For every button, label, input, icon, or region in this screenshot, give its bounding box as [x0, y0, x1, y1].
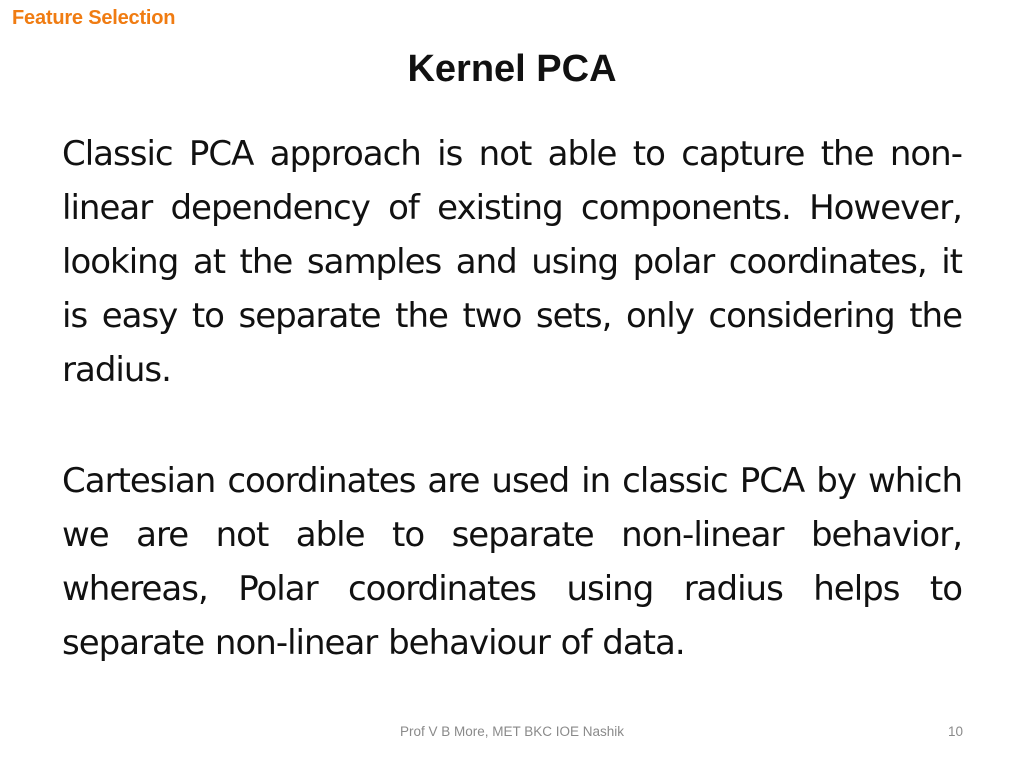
slide-title: Kernel PCA	[407, 48, 617, 90]
section-tag: Feature Selection	[12, 7, 176, 29]
page-number: 10	[947, 724, 963, 739]
footer-author: Prof V B More, MET BKC IOE Nashik	[399, 724, 625, 739]
body-paragraph-2: Cartesian coordinates are used in classic PCA by which we are not able to separate non-linear behavior, whereas, Polar coordinates using radius helps to separate non-linear behaviour of data.	[62, 461, 962, 663]
body-paragraph-1: Classic PCA approach is not able to capture the non-linear dependency of existing components. However, looking at the samples and using polar coordinates, it is easy to separate the two sets, only considering the radius.	[62, 134, 962, 390]
